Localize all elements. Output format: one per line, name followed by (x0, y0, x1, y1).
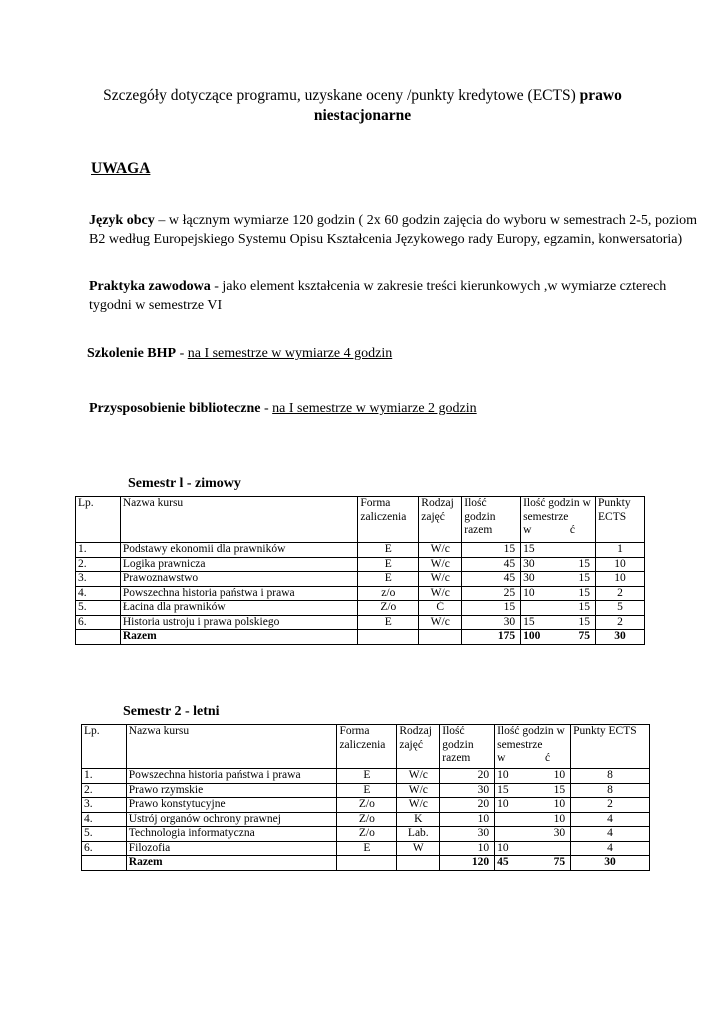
page-title (40, 86, 685, 126)
row-razem: 10 (440, 841, 495, 856)
row-razem: 45 (462, 557, 521, 572)
hours-exercise: 15 (553, 783, 566, 796)
row-hours (521, 557, 596, 572)
table-row (82, 783, 650, 798)
col-name: Nazwa kursu (120, 497, 358, 543)
library-text: na I semestrze w wymiarze 2 godzin (272, 401, 477, 416)
row-lp: 4. (76, 586, 121, 601)
hours-exercise: 10 (553, 812, 566, 825)
hours-lecture: 30 (523, 557, 535, 570)
row-name: Prawoznawstwo (120, 572, 358, 587)
col-name: Nazwa kursu (126, 725, 337, 769)
library-separator: - (260, 401, 273, 416)
row-lp: 1. (76, 543, 121, 558)
row-name: Łacina dla prawników (120, 601, 358, 616)
uwaga-heading: UWAGA (91, 160, 151, 177)
row-lp: 1. (82, 769, 127, 784)
row-forma: Z/o (337, 798, 397, 813)
hours-lecture: 15 (497, 783, 509, 796)
hours-lecture: 10 (497, 841, 509, 854)
total-hours (521, 630, 596, 645)
row-ects: 8 (571, 783, 650, 798)
hours-exercise (565, 842, 568, 856)
row-hours (521, 586, 596, 601)
hours-exercise: 15 (578, 557, 591, 570)
row-razem: 10 (440, 812, 495, 827)
hours-lecture: 10 (497, 798, 509, 810)
row-razem: 30 (462, 615, 521, 630)
row-ects: 2 (596, 615, 645, 630)
title-bold-niestacjonarne: niestacjonarne (313, 107, 412, 124)
row-razem: 25 (462, 586, 521, 601)
hours-lecture: 45 (497, 856, 509, 868)
hours-lecture: 30 (523, 572, 535, 584)
internship-text: - jako element kształcenia w zakresie treści kierunkowych ,w wymiarze czterech tygodni w semestrze VI (89, 279, 667, 313)
hours-exercise: 75 (553, 856, 566, 868)
col-ects: Punkty ECTS (596, 497, 645, 543)
table-row (76, 601, 645, 616)
row-forma: Z/o (337, 827, 397, 842)
row-lp: 6. (82, 841, 127, 856)
total-label: Razem (126, 856, 337, 871)
title-bold-prawo: prawo (579, 87, 622, 104)
row-rodzaj: Ć (419, 601, 462, 616)
col-ilosc: Ilość godzin razem (462, 497, 521, 543)
row-name: Historia ustroju i prawa polskiego (120, 615, 358, 630)
row-lp: 4. (82, 812, 127, 827)
row-hours (521, 572, 596, 587)
table-row (76, 543, 645, 558)
library-label: Przysposobienie biblioteczne (89, 401, 261, 416)
col-godziny: Ilość godzin w semestrze w ć (495, 725, 571, 769)
row-hours (495, 783, 571, 798)
row-forma: E (358, 557, 419, 572)
row-name: Prawo konstytucyjne (126, 798, 337, 813)
hours-exercise: 15 (578, 601, 591, 613)
row-rodzaj: K (397, 812, 440, 827)
total-razem: 120 (440, 856, 495, 871)
row-rodzaj: W/c (419, 615, 462, 630)
hours-exercise: 30 (553, 827, 566, 839)
row-rodzaj: W/c (397, 769, 440, 784)
row-ects: 1 (596, 543, 645, 558)
bhp-text: na I semestrze w wymiarze 4 godzin (187, 346, 393, 361)
table-row (82, 827, 650, 842)
row-lp: 2. (76, 557, 121, 572)
col-rodzaj: Rodzaj zajęć (397, 725, 440, 769)
hours-lecture: 15 (523, 543, 535, 555)
row-hours (495, 798, 571, 813)
col-forma: Forma zaliczenia (337, 725, 397, 769)
table-header-row (82, 725, 650, 769)
row-name: Logika prawnicza (120, 557, 358, 572)
total-ects: 30 (596, 630, 645, 645)
col-lp: Lp. (82, 725, 127, 769)
row-rodzaj: W/c (419, 572, 462, 587)
bhp-separator: - (176, 346, 188, 361)
row-lp: 2. (82, 783, 127, 798)
table-row (76, 615, 645, 630)
row-razem: 15 (462, 601, 521, 616)
row-forma: E (337, 769, 397, 784)
table-header-row (76, 497, 645, 543)
row-hours (495, 827, 571, 842)
row-ects: 10 (596, 572, 645, 587)
total-lp (76, 630, 121, 645)
bhp-label: Szkolenie BHP (87, 346, 177, 361)
bhp-paragraph (87, 345, 695, 364)
row-razem: 30 (440, 783, 495, 798)
table-row (76, 586, 645, 601)
hours-lecture: 15 (523, 615, 535, 628)
table-row (82, 798, 650, 813)
row-lp: 5. (82, 827, 127, 842)
row-hours (521, 543, 596, 558)
language-paragraph (89, 212, 697, 249)
col-forma: Forma zaliczenia (358, 497, 419, 543)
row-razem: 20 (440, 798, 495, 813)
hours-exercise: 75 (578, 630, 591, 642)
title-text: Szczegóły dotyczące programu, uzyskane oceny /punkty kredytowe (ECTS) (103, 87, 580, 104)
total-ects: 30 (571, 856, 650, 871)
hours-lecture: 10 (523, 586, 535, 599)
total-rodzaj (397, 856, 440, 871)
col-lp: Lp. (76, 497, 121, 543)
hours-exercise: 15 (578, 615, 591, 628)
total-lp (82, 856, 127, 871)
row-forma: E (337, 783, 397, 798)
semester2-table (81, 724, 650, 871)
row-ects: 5 (596, 601, 645, 616)
row-rodzaj: W/c (397, 783, 440, 798)
row-ects: 2 (571, 798, 650, 813)
row-hours (521, 615, 596, 630)
row-ects: 2 (596, 586, 645, 601)
row-hours (495, 769, 571, 784)
row-name: Powszechna historia państwa i prawa (120, 586, 358, 601)
row-hours (521, 601, 596, 616)
row-rodzaj: W/c (419, 543, 462, 558)
row-name: Technologia informatyczna (126, 827, 337, 842)
language-label: Język obcy (89, 213, 155, 228)
row-rodzaj: W/c (419, 586, 462, 601)
row-forma: E (358, 615, 419, 630)
table-row (82, 812, 650, 827)
row-hours (495, 841, 571, 856)
row-forma: E (358, 572, 419, 587)
row-razem: 45 (462, 572, 521, 587)
hours-exercise: 15 (578, 586, 591, 599)
table-row (82, 769, 650, 784)
row-rodzaj: Lab. (397, 827, 440, 842)
col-ects: Punkty ECTS (571, 725, 650, 769)
internship-paragraph (89, 278, 697, 315)
total-row (76, 630, 645, 645)
row-forma: Z/o (337, 812, 397, 827)
hours-exercise: 10 (553, 798, 566, 810)
hours-lecture: 10 (497, 769, 509, 781)
row-ects: 4 (571, 841, 650, 856)
row-forma: Z/o (358, 601, 419, 616)
total-rodzaj (419, 630, 462, 645)
row-lp: 5. (76, 601, 121, 616)
row-forma: z/o (358, 586, 419, 601)
row-razem: 30 (440, 827, 495, 842)
hours-exercise (590, 543, 593, 557)
table-row (76, 557, 645, 572)
hours-exercise: 15 (578, 572, 591, 584)
total-forma (337, 856, 397, 871)
row-name: Powszechna historia państwa i prawa (126, 769, 337, 784)
semester1-table (75, 496, 645, 645)
internship-label: Praktyka zawodowa (89, 279, 211, 294)
row-rodzaj: W/c (419, 557, 462, 572)
table-row (82, 841, 650, 856)
library-paragraph (89, 400, 697, 419)
row-name: Prawo rzymskie (126, 783, 337, 798)
row-razem: 20 (440, 769, 495, 784)
row-name: Podstawy ekonomii dla prawników (120, 543, 358, 558)
col-godziny: Ilość godzin w semestrze w ć (521, 497, 596, 543)
row-ects: 10 (596, 557, 645, 572)
row-hours (495, 812, 571, 827)
total-label: Razem (120, 630, 358, 645)
row-lp: 6. (76, 615, 121, 630)
col-ilosc: Ilość godzin razem (440, 725, 495, 769)
total-forma (358, 630, 419, 645)
row-name: Filozofia (126, 841, 337, 856)
row-forma: E (358, 543, 419, 558)
row-lp: 3. (76, 572, 121, 587)
row-razem: 15 (462, 543, 521, 558)
language-text: – w łącznym wymiarze 120 godzin ( 2x 60 godzin zajęcia do wyboru w semestrach 2-5, poziom B2 według Europejskiego Systemu Opisu Kształcenia Językowego rady Europy, egzamin, konwersatoria) (89, 213, 697, 247)
row-lp: 3. (82, 798, 127, 813)
total-row (82, 856, 650, 871)
table-row (76, 572, 645, 587)
hours-exercise: 10 (553, 769, 566, 781)
row-rodzaj: W/c (397, 798, 440, 813)
hours-lecture: 100 (523, 630, 541, 642)
row-name: Ustrój organów ochrony prawnej (126, 812, 337, 827)
row-rodzaj: W (397, 841, 440, 856)
semester1-title: Semestr l - zimowy (128, 476, 241, 491)
total-hours (495, 856, 571, 871)
row-ects: 4 (571, 827, 650, 842)
col-rodzaj: Rodzaj zajęć (419, 497, 462, 543)
row-ects: 8 (571, 769, 650, 784)
row-forma: E (337, 841, 397, 856)
total-razem: 175 (462, 630, 521, 645)
semester2-title: Semestr 2 - letni (123, 704, 220, 719)
row-ects: 4 (571, 812, 650, 827)
